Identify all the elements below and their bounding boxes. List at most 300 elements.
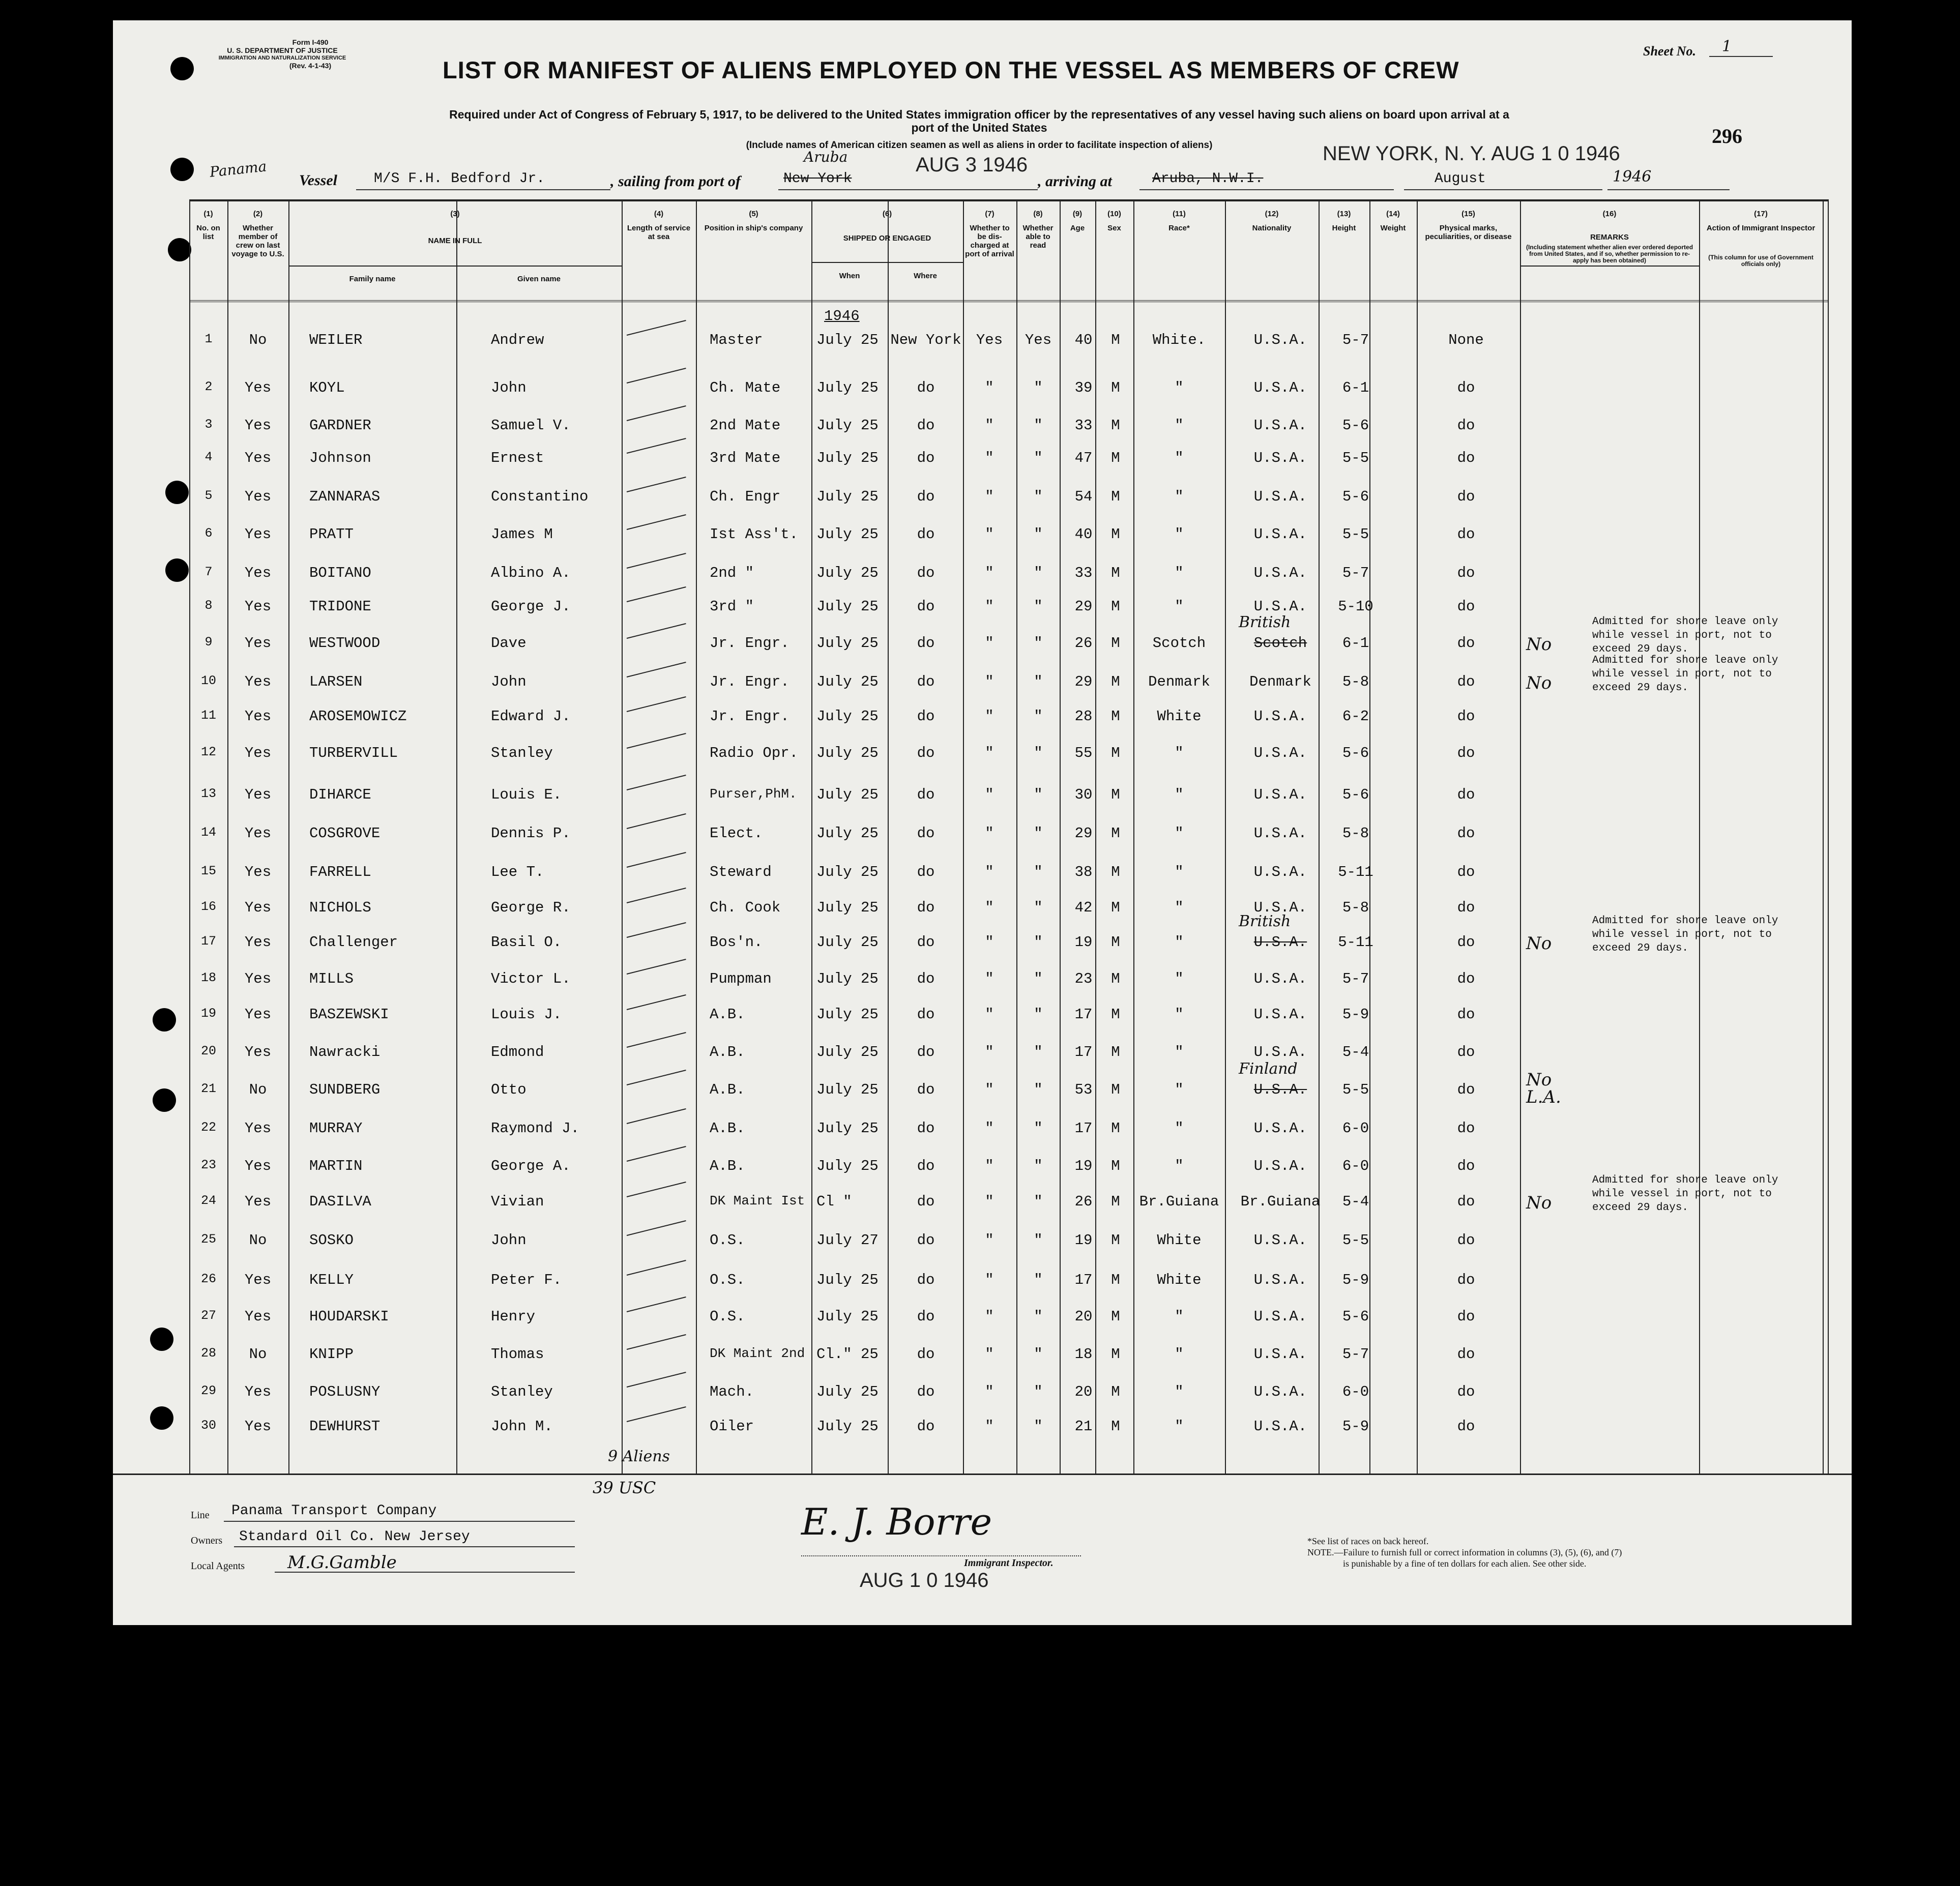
cell-position: Steward [710, 864, 772, 880]
cell-nat: U.S.A. [1253, 488, 1307, 505]
cell-read: " [1034, 1044, 1043, 1060]
cell-read: " [1034, 970, 1043, 987]
cell-race: " [1175, 1383, 1184, 1400]
cell-race: " [1175, 1006, 1184, 1023]
cell-where: do [917, 488, 935, 505]
cell-height: 6-1 [1342, 379, 1369, 396]
vessel-label: Vessel [299, 172, 337, 189]
cell-nat: Scotch [1253, 635, 1307, 652]
grid-head-line [189, 300, 1828, 302]
cell-no: 22 [200, 1120, 216, 1135]
cell-race: Denmark [1148, 673, 1210, 690]
column-header: Age [1070, 224, 1085, 232]
cell-given: Ernest [491, 450, 544, 466]
cell-position: Jr. Engr. [710, 635, 789, 652]
vessel-underline [356, 189, 610, 190]
cell-position: 2nd Mate [710, 417, 781, 434]
cell-family: DEWHURST [309, 1418, 381, 1435]
cell-last: Yes [244, 488, 272, 505]
column-subheader: Given name [517, 275, 561, 283]
column-header: Sex [1107, 224, 1121, 232]
cell-age: 17 [1074, 1006, 1093, 1023]
cell-given: Stanley [491, 1383, 553, 1400]
cell-sex: M [1111, 1120, 1120, 1137]
cell-when: July 25 [816, 673, 879, 690]
cell-when: July 25 [816, 934, 879, 951]
cell-nat: U.S.A. [1253, 450, 1307, 466]
column-header: SHIPPED OR ENGAGED [843, 234, 931, 243]
cell-family: KNIPP [309, 1346, 354, 1363]
cell-disch: " [985, 417, 994, 434]
penalty-note-1: NOTE.—Failure to furnish full or correct information in columns (3), (5), (6), and (7) [1307, 1547, 1622, 1557]
cell-position: Bos'n. [710, 934, 763, 951]
cell-nat: U.S.A. [1253, 1383, 1307, 1400]
nationality-correction: Finland [1239, 1060, 1298, 1078]
cell-age: 54 [1074, 488, 1093, 505]
cell-where: do [917, 1120, 935, 1137]
cell-read: " [1034, 450, 1043, 466]
cell-marks: do [1457, 565, 1475, 581]
cell-given: Otto [491, 1081, 526, 1098]
cell-marks: do [1457, 708, 1475, 725]
column-header: Whether to be dis-charged at port of arrival [965, 224, 1014, 258]
column-subheader: Family name [349, 275, 396, 283]
cell-family: DIHARCE [309, 786, 371, 803]
remark-line: Admitted for shore leave only [1592, 655, 1778, 666]
cell-marks: do [1457, 1158, 1475, 1174]
cell-no: 27 [200, 1308, 216, 1323]
grid-vline [1823, 199, 1824, 1474]
cell-disch: " [985, 1193, 994, 1210]
cell-read: " [1034, 598, 1043, 615]
cell-disch: " [985, 565, 994, 581]
cell-sex: M [1111, 379, 1120, 396]
cell-last: Yes [244, 379, 272, 396]
cell-where: do [917, 1193, 935, 1210]
cell-read: " [1034, 786, 1043, 803]
cell-family: COSGROVE [309, 825, 381, 842]
column-number: (17) [1754, 210, 1768, 218]
cell-sex: M [1111, 825, 1120, 842]
cell-height: 5-6 [1342, 488, 1369, 505]
cell-nat: U.S.A. [1253, 1006, 1307, 1023]
cell-sex: M [1111, 598, 1120, 615]
sheet-number: 1 [1722, 38, 1732, 55]
cell-family: SOSKO [309, 1232, 354, 1249]
cell-height: 6-1 [1342, 635, 1369, 652]
cell-nat: U.S.A. [1253, 1418, 1307, 1435]
cell-age: 26 [1074, 635, 1093, 652]
cell-read: " [1034, 745, 1043, 761]
cell-given: Edward J. [491, 708, 571, 725]
cell-read: " [1034, 708, 1043, 725]
cell-sex: M [1111, 488, 1120, 505]
cell-nat: U.S.A. [1253, 1232, 1307, 1249]
cell-family: HOUDARSKI [309, 1308, 389, 1325]
cell-when: July 25 [816, 565, 879, 581]
cell-nat: U.S.A. [1253, 1044, 1307, 1060]
cell-nat: U.S.A. [1253, 1081, 1307, 1098]
cell-given: Louis E. [491, 786, 562, 803]
cell-position: O.S. [710, 1232, 745, 1249]
races-note: *See list of races on back hereof. [1307, 1536, 1429, 1546]
cell-race: " [1175, 1158, 1184, 1174]
column-header: No. on list [196, 224, 220, 241]
cell-given: Vivian [491, 1193, 544, 1210]
cell-last: Yes [244, 1044, 272, 1060]
cell-last: Yes [244, 745, 272, 761]
cell-last: Yes [244, 1193, 272, 1210]
cell-family: BASZEWSKI [309, 1006, 389, 1023]
cell-height: 5-4 [1342, 1044, 1369, 1060]
cell-where: do [917, 565, 935, 581]
cell-height: 5-6 [1342, 417, 1369, 434]
column-header: Weight [1380, 224, 1406, 232]
cell-when: July 25 [816, 1158, 879, 1174]
cell-position: O.S. [710, 1308, 745, 1325]
cell-when: July 25 [816, 899, 879, 916]
cell-age: 29 [1074, 825, 1093, 842]
cell-last: No [249, 1081, 267, 1098]
cell-where: do [917, 1272, 935, 1288]
cell-age: 29 [1074, 598, 1093, 615]
cell-read: " [1034, 1158, 1043, 1174]
column-subheader: When [839, 272, 860, 280]
cell-no: 29 [200, 1383, 216, 1398]
cell-age: 55 [1074, 745, 1093, 761]
cell-read: " [1034, 899, 1043, 916]
cell-last: No [249, 332, 267, 348]
cell-family: POSLUSNY [309, 1383, 381, 1400]
cell-read: " [1034, 1308, 1043, 1325]
grid-top-line [189, 199, 1828, 201]
year-note: 1946 [824, 308, 860, 325]
cell-height: 5-7 [1342, 332, 1369, 348]
cell-position: O.S. [710, 1272, 745, 1288]
cell-marks: do [1457, 1081, 1475, 1098]
cell-where: do [917, 379, 935, 396]
cell-disch: " [985, 526, 994, 543]
cell-race: White [1157, 708, 1202, 725]
cell-no: 16 [200, 899, 216, 914]
cell-read: " [1034, 1346, 1043, 1363]
cell-marks: do [1457, 934, 1475, 951]
cell-when: July 25 [816, 1120, 879, 1137]
cell-last: Yes [244, 417, 272, 434]
cell-disch: " [985, 635, 994, 652]
inspector-stamp: AUG 1 0 1946 [860, 1569, 989, 1592]
cell-height: 5-10 [1338, 598, 1373, 615]
cell-last: Yes [244, 786, 272, 803]
department: U. S. DEPARTMENT OF JUSTICE [227, 46, 338, 54]
cell-when: Cl " [816, 1193, 852, 1210]
cell-when: July 25 [816, 526, 879, 543]
cell-marks: do [1457, 970, 1475, 987]
cell-given: Edmond [491, 1044, 544, 1060]
cell-race: " [1175, 825, 1184, 842]
cell-no: 28 [200, 1346, 216, 1361]
nationality-correction: British [1239, 613, 1291, 631]
cell-nat: U.S.A. [1253, 526, 1307, 543]
cell-last: Yes [244, 673, 272, 690]
vessel-name: M/S F.H. Bedford Jr. [374, 171, 545, 187]
cell-last: Yes [244, 1308, 272, 1325]
cell-read: " [1034, 1006, 1043, 1023]
cell-sex: M [1111, 1081, 1120, 1098]
cell-when: July 25 [816, 1383, 879, 1400]
owners-label: Owners [191, 1535, 223, 1546]
inspector-underline [801, 1555, 1081, 1556]
remark-line: Admitted for shore leave only [1592, 915, 1778, 927]
cell-race: " [1175, 1081, 1184, 1098]
cell-read: " [1034, 1232, 1043, 1249]
cell-no: 17 [200, 934, 216, 949]
cell-position: Radio Opr. [710, 745, 799, 761]
cell-disch: " [985, 899, 994, 916]
cell-marks: do [1457, 1232, 1475, 1249]
cell-marks: do [1457, 786, 1475, 803]
cell-last: Yes [244, 1383, 272, 1400]
arriving-underline [1139, 189, 1394, 190]
cell-sex: M [1111, 899, 1120, 916]
arrival-month: August [1435, 171, 1486, 187]
cell-race: " [1175, 526, 1184, 543]
inspector-action-mark: No L.A. [1526, 1070, 1561, 1107]
cell-position: A.B. [710, 1081, 745, 1098]
cell-height: 5-4 [1342, 1193, 1369, 1210]
grid-bottom-line [113, 1474, 1852, 1475]
cell-height: 5-6 [1342, 745, 1369, 761]
cell-read: " [1034, 1193, 1043, 1210]
cell-disch: " [985, 786, 994, 803]
cell-when: July 25 [816, 786, 879, 803]
cell-given: John [491, 379, 526, 396]
column-number: (7) [985, 210, 994, 218]
cell-disch: " [985, 825, 994, 842]
cell-no: 2 [204, 379, 213, 394]
column-number: (12) [1265, 210, 1279, 218]
column-number: (2) [253, 210, 263, 218]
cell-position: A.B. [710, 1120, 745, 1137]
cell-family: SUNDBERG [309, 1081, 381, 1098]
cell-where: do [917, 825, 935, 842]
cell-age: 21 [1074, 1418, 1093, 1435]
grid-vline [811, 199, 812, 1474]
cell-marks: None [1448, 332, 1484, 348]
cell-last: Yes [244, 635, 272, 652]
column-header: Physical marks, peculiarities, or disease [1425, 224, 1512, 241]
cell-nat: U.S.A. [1253, 1158, 1307, 1174]
inspector-action-mark: No [1526, 1193, 1552, 1213]
line-value: Panama Transport Company [231, 1503, 437, 1519]
cell-where: do [917, 598, 935, 615]
cell-age: 40 [1074, 526, 1093, 543]
cell-sex: M [1111, 1418, 1120, 1435]
grid-vline [1699, 199, 1700, 1474]
cell-race: " [1175, 1120, 1184, 1137]
column-header: Race* [1168, 224, 1190, 232]
cell-marks: do [1457, 1006, 1475, 1023]
cell-when: July 25 [816, 332, 879, 348]
cell-disch: " [985, 708, 994, 725]
cell-where: do [917, 1308, 935, 1325]
cell-given: John [491, 673, 526, 690]
cell-when: July 27 [816, 1232, 879, 1249]
cell-marks: do [1457, 450, 1475, 466]
cell-age: 29 [1074, 673, 1093, 690]
cell-age: 19 [1074, 1232, 1093, 1249]
cell-height: 6-0 [1342, 1383, 1369, 1400]
cell-age: 18 [1074, 1346, 1093, 1363]
cell-family: DASILVA [309, 1193, 371, 1210]
cell-nat: U.S.A. [1253, 745, 1307, 761]
cell-family: LARSEN [309, 673, 363, 690]
cell-family: MARTIN [309, 1158, 363, 1174]
cell-height: 5-6 [1342, 1308, 1369, 1325]
cell-no: 19 [200, 1006, 216, 1021]
cell-no: 6 [204, 526, 213, 541]
cell-read: " [1034, 526, 1043, 543]
cell-height: 5-9 [1342, 1006, 1369, 1023]
cell-disch: " [985, 1308, 994, 1325]
cell-disch: " [985, 1418, 994, 1435]
column-number: (14) [1386, 210, 1400, 218]
cell-position: Elect. [710, 825, 763, 842]
name-subhead-line [288, 266, 622, 267]
cell-no: 30 [200, 1418, 216, 1433]
cell-family: Challenger [309, 934, 398, 951]
cell-when: July 25 [816, 864, 879, 880]
cell-sex: M [1111, 970, 1120, 987]
cell-race: " [1175, 970, 1184, 987]
cell-sex: M [1111, 1346, 1120, 1363]
cell-read: " [1034, 1120, 1043, 1137]
cell-read: " [1034, 1418, 1043, 1435]
remarks-subhead-line [1520, 266, 1699, 267]
sailing-date-stamp: AUG 3 1946 [916, 154, 1028, 176]
cell-race: " [1175, 934, 1184, 951]
cell-marks: do [1457, 1308, 1475, 1325]
cell-family: NICHOLS [309, 899, 371, 916]
cell-marks: do [1457, 899, 1475, 916]
cell-age: 39 [1074, 379, 1093, 396]
cell-when: July 25 [816, 825, 879, 842]
cell-disch: " [985, 1272, 994, 1288]
cell-age: 26 [1074, 1193, 1093, 1210]
cell-position: Mach. [710, 1383, 754, 1400]
remark-line: exceed 29 days. [1592, 942, 1689, 954]
alien-tally: 9 Aliens [608, 1448, 670, 1465]
cell-age: 38 [1074, 864, 1093, 880]
cell-marks: do [1457, 379, 1475, 396]
cell-where: do [917, 450, 935, 466]
cell-when: July 25 [816, 708, 879, 725]
cell-position: Oiler [710, 1418, 754, 1435]
cell-position: A.B. [710, 1044, 745, 1060]
cell-given: John M. [491, 1418, 553, 1435]
cell-marks: do [1457, 864, 1475, 880]
arriving-label: , arriving at [1038, 173, 1112, 190]
cell-nat: U.S.A. [1253, 934, 1307, 951]
cell-given: Louis J. [491, 1006, 562, 1023]
cell-where: do [917, 970, 935, 987]
cell-where: do [917, 417, 935, 434]
inspector-action-mark: No [1526, 634, 1552, 655]
cell-age: 17 [1074, 1272, 1093, 1288]
cell-sex: M [1111, 565, 1120, 581]
cell-height: 5-7 [1342, 565, 1369, 581]
cell-sex: M [1111, 1272, 1120, 1288]
cell-family: WESTWOOD [309, 635, 381, 652]
remark-line: while vessel in port, not to [1592, 1188, 1772, 1200]
cell-where: do [917, 526, 935, 543]
cell-race: " [1175, 745, 1184, 761]
cell-height: 5-11 [1338, 934, 1373, 951]
cell-no: 10 [200, 673, 216, 688]
cell-where: do [917, 1081, 935, 1098]
line-underline [224, 1521, 575, 1522]
cell-marks: do [1457, 526, 1475, 543]
cell-position: Pumpman [710, 970, 772, 987]
cell-given: Basil O. [491, 934, 562, 951]
cell-nat: Denmark [1249, 673, 1311, 690]
cell-no: 15 [200, 864, 216, 878]
cell-race: " [1175, 1308, 1184, 1325]
cell-marks: do [1457, 598, 1475, 615]
cell-where: do [917, 899, 935, 916]
cell-position: 3rd Mate [710, 450, 781, 466]
cell-race: " [1175, 417, 1184, 434]
cell-where: do [917, 1346, 935, 1363]
cell-disch: " [985, 864, 994, 880]
cell-age: 28 [1074, 708, 1093, 725]
cell-height: 5-11 [1338, 864, 1373, 880]
cell-sex: M [1111, 786, 1120, 803]
cell-race: Br.Guiana [1139, 1193, 1219, 1210]
cell-no: 18 [200, 970, 216, 985]
cell-sex: M [1111, 526, 1120, 543]
cell-family: TURBERVILL [309, 745, 398, 761]
cell-height: 6-0 [1342, 1158, 1369, 1174]
citizen-tally: 39 USC [593, 1478, 656, 1497]
cell-last: Yes [244, 565, 272, 581]
cell-height: 6-0 [1342, 1120, 1369, 1137]
column-note: (This column for use of Government officials only) [1708, 254, 1813, 268]
cell-last: Yes [244, 1006, 272, 1023]
cell-given: Thomas [491, 1346, 544, 1363]
remark-line: while vessel in port, not to [1592, 929, 1772, 940]
column-subheader: Where [914, 272, 937, 280]
grid-vline [1225, 199, 1226, 1474]
sheet-label: Sheet No. [1643, 44, 1696, 58]
punch-hole [170, 158, 194, 181]
cell-marks: do [1457, 417, 1475, 434]
cell-age: 33 [1074, 417, 1093, 434]
cell-position: Jr. Engr. [710, 673, 789, 690]
column-header: NAME IN FULL [428, 237, 482, 245]
sailing-port-written: Aruba [804, 149, 848, 165]
cell-height: 5-7 [1342, 970, 1369, 987]
cell-when: Cl." 25 [816, 1346, 879, 1363]
cell-marks: do [1457, 673, 1475, 690]
cell-disch: " [985, 1158, 994, 1174]
cell-sex: M [1111, 864, 1120, 880]
shipped-split-line [888, 262, 889, 300]
cell-given: Victor L. [491, 970, 571, 987]
cell-age: 42 [1074, 899, 1093, 916]
cell-position: 2nd " [710, 565, 754, 581]
cell-nat: U.S.A. [1253, 708, 1307, 725]
